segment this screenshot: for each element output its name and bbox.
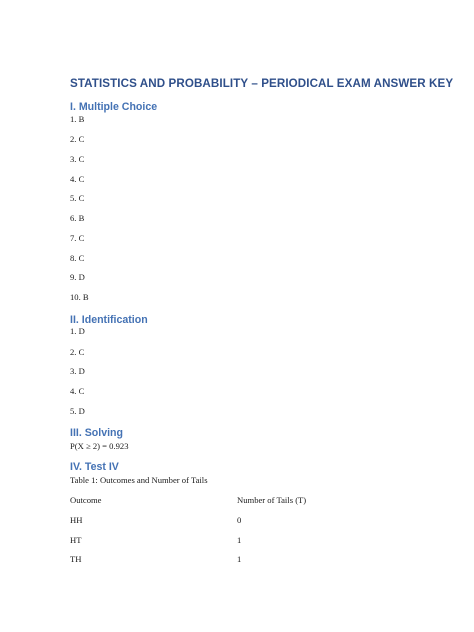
mc-answer-2: 2. C	[70, 134, 85, 144]
mc-answer-8: 8. C	[70, 253, 85, 263]
table-cell-outcome: HT	[70, 535, 82, 545]
table-caption: Table 1: Outcomes and Number of Tails	[70, 475, 208, 485]
id-answer-1: 1. D	[70, 326, 85, 336]
solving-answer: P(X ≥ 2) = 0.923	[70, 441, 129, 451]
id-answer-4: 4. C	[70, 386, 85, 396]
table-cell-tails: 1	[237, 535, 242, 545]
mc-answer-1: 1. B	[70, 114, 85, 124]
mc-answer-5: 5. C	[70, 193, 85, 203]
table-cell-outcome: HH	[70, 515, 83, 525]
mc-answer-4: 4. C	[70, 174, 85, 184]
id-answer-2: 2. C	[70, 347, 85, 357]
table-row	[70, 554, 410, 565]
section-heading-test-iv: IV. Test IV	[70, 461, 119, 473]
id-answer-5: 5. D	[70, 406, 85, 416]
mc-answer-9: 9. D	[70, 272, 85, 282]
section-heading-solving: III. Solving	[70, 427, 123, 439]
table-header-row	[70, 495, 410, 506]
table-cell-outcome: TH	[70, 554, 82, 564]
document-title: STATISTICS AND PROBABILITY – PERIODICAL EXAM ANSWER KEY	[70, 77, 454, 90]
column-header-outcome: Outcome	[70, 495, 102, 505]
column-header-number-of-tails: Number of Tails (T)	[237, 495, 307, 505]
table-row	[70, 515, 410, 526]
section-heading-multiple-choice: I. Multiple Choice	[70, 101, 158, 113]
mc-answer-6: 6. B	[70, 213, 85, 223]
table-cell-tails: 0	[237, 515, 242, 525]
mc-answer-7: 7. C	[70, 233, 85, 243]
table-cell-tails: 1	[237, 554, 242, 564]
mc-answer-10: 10. B	[70, 292, 89, 302]
mc-answer-3: 3. C	[70, 154, 85, 164]
id-answer-3: 3. D	[70, 366, 85, 376]
table-row	[70, 535, 410, 546]
section-heading-identification: II. Identification	[70, 314, 148, 326]
